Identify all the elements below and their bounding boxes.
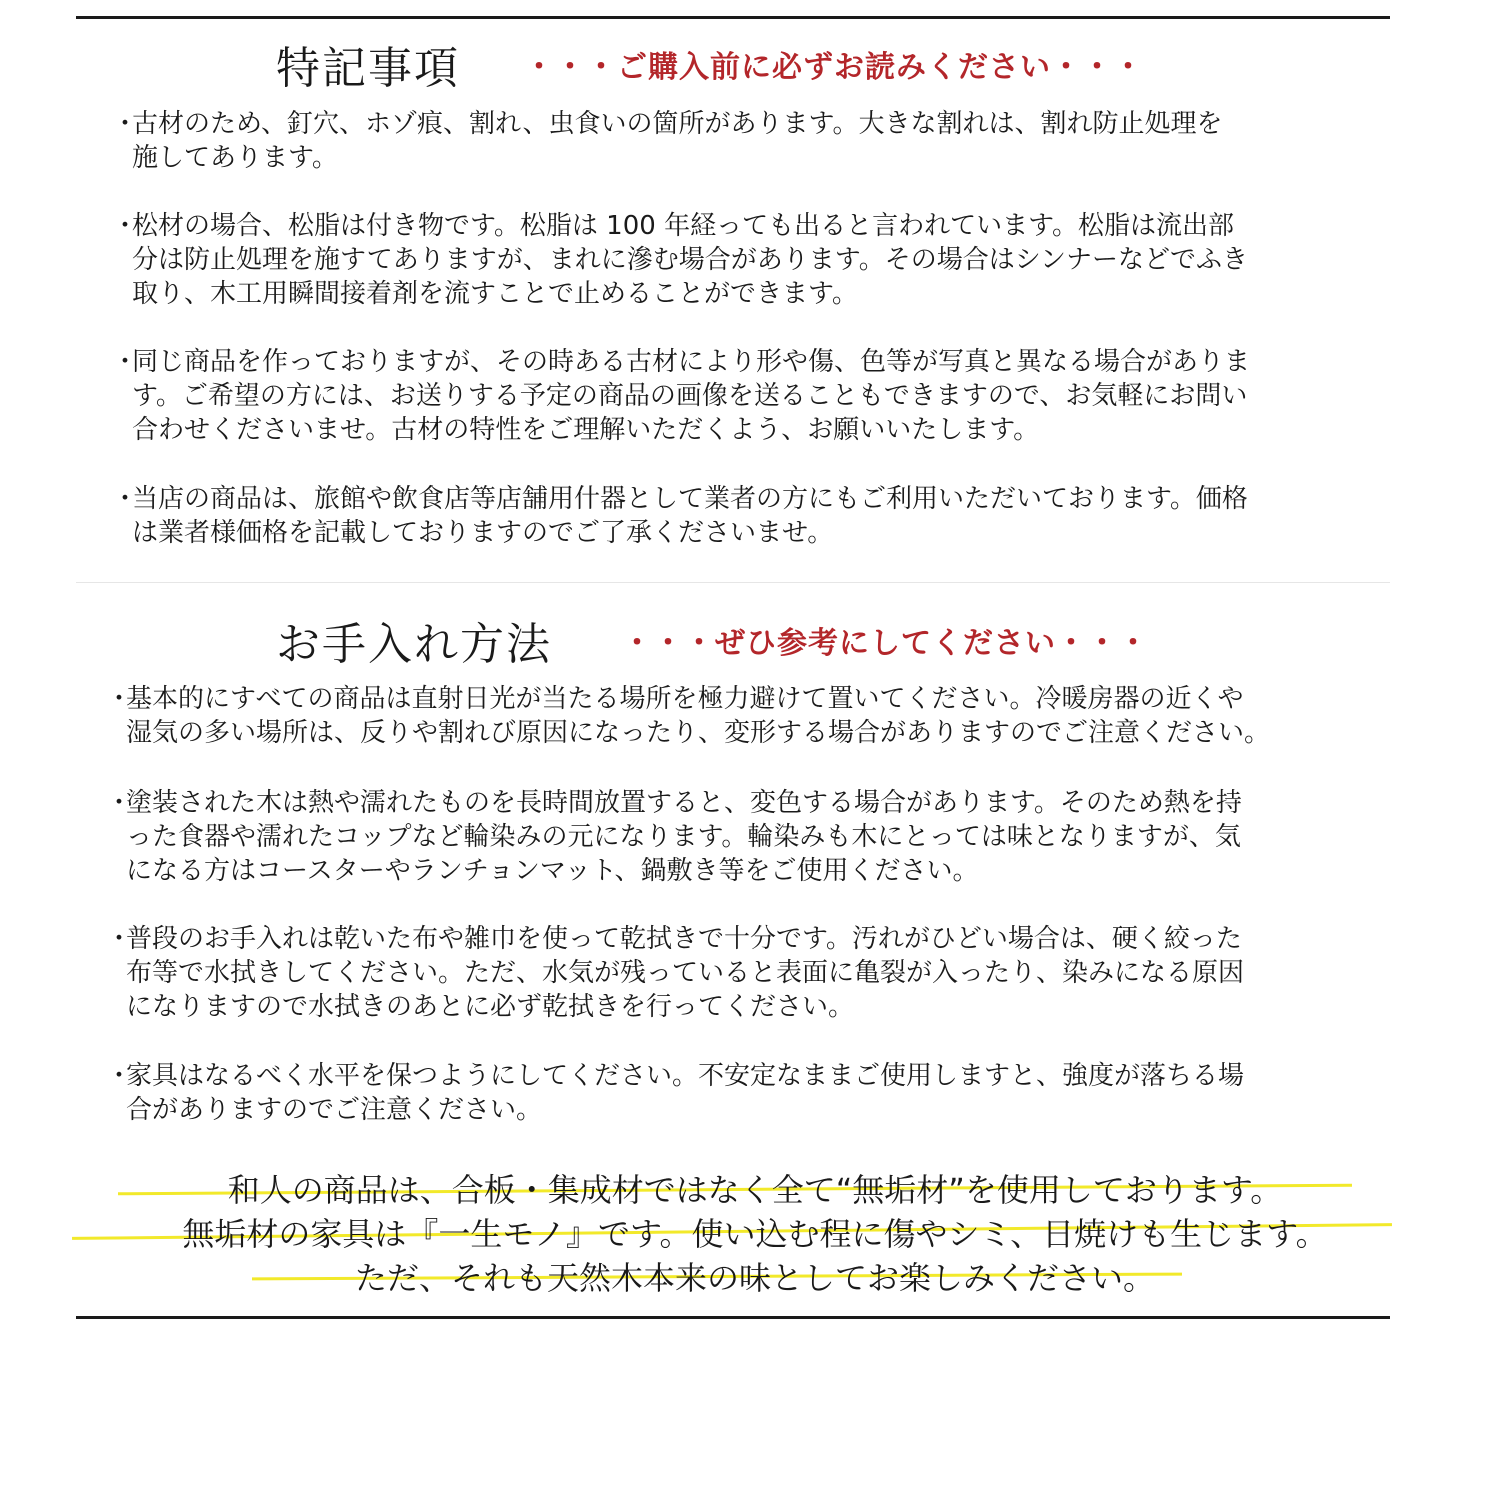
notes-section-title: 特記事項 bbox=[276, 43, 460, 94]
care-item-4-line-1: 家具はなるべく水平を保つようにしてください。不安定なままご使用しますと、強度が落ちる場 bbox=[126, 1061, 1245, 1091]
care-section-subtitle: ・・・ぜひ参考にしてください・・・ bbox=[622, 626, 1149, 661]
notes-item-2-line-1: 松材の場合、松脂は付き物です。松脂は 100 年経っても出ると言われています。松脂は流出部 bbox=[132, 211, 1234, 241]
care-item-4-line-2: 合がありますのでご注意ください。 bbox=[126, 1095, 543, 1125]
notes-item-3-line-2: す。ご希望の方には、お送りする予定の商品の画像を送ることもできますので、お気軽にお問い bbox=[132, 381, 1248, 411]
bullet-mark: ・ bbox=[112, 211, 139, 241]
notes-item-3-line-3: 合わせくださいませ。古材の特性をご理解いただくよう、お願いいたします。 bbox=[132, 415, 1040, 445]
care-item-1-line-1: 基本的にすべての商品は直射日光が当たる場所を極力避けて置いてください。冷暖房器の近くや bbox=[126, 684, 1244, 714]
bullet-mark: ・ bbox=[106, 1061, 133, 1091]
section-divider bbox=[76, 582, 1390, 583]
care-section-title: お手入れ方法 bbox=[276, 619, 552, 670]
care-item-2-line-2: った食器や濡れたコップなど輪染みの元になります。輪染みも木にとっては味となりますが、気 bbox=[126, 822, 1241, 852]
notes-item-4 bbox=[112, 482, 1248, 550]
care-item-2-line-3: になる方はコースターやランチョンマット、鍋敷き等をご使用ください。 bbox=[126, 856, 979, 886]
closing-line-3: ただ、それも天然木本来の味としてお楽しみください。 bbox=[354, 1259, 1155, 1297]
notes-item-1-line-2: 施してあります。 bbox=[132, 143, 338, 173]
notes-item-1 bbox=[112, 107, 1223, 175]
care-item-3-line-2: 布等で水拭きしてください。ただ、水気が残っていると表面に亀裂が入ったり、染みになる原因 bbox=[126, 958, 1245, 988]
closing-line-1: 和人の商品は、合板・集成材ではなく全て“無垢材”を使用しております。 bbox=[227, 1171, 1283, 1209]
care-item-3-line-1: 普段のお手入れは乾いた布や雑巾を使って乾拭きで十分です。汚れがひどい場合は、硬く絞った bbox=[126, 924, 1242, 954]
bullet-mark: ・ bbox=[112, 347, 139, 377]
notes-item-2-line-3: 取り、木工用瞬間接着剤を流すことで止めることができます。 bbox=[132, 279, 858, 309]
bottom-rule bbox=[76, 1316, 1390, 1319]
care-item-3 bbox=[106, 922, 1245, 1024]
bullet-mark: ・ bbox=[112, 484, 139, 514]
notes-section-subtitle: ・・・ご購入前に必ずお読みください・・・ bbox=[524, 50, 1144, 85]
notes-item-2 bbox=[112, 209, 1249, 311]
bullet-mark: ・ bbox=[106, 684, 133, 714]
notes-item-4-line-1: 当店の商品は、旅館や飲食店等店舗用什器として業者の方にもご利用いただいております。価格 bbox=[132, 484, 1248, 514]
care-item-2 bbox=[106, 786, 1242, 888]
notes-item-4-line-2: は業者様価格を記載しておりますのでご了承くださいませ。 bbox=[132, 518, 834, 548]
care-item-1 bbox=[106, 682, 1271, 750]
bullet-mark: ・ bbox=[112, 109, 139, 139]
care-item-1-line-2: 湿気の多い場所は、反りや割れび原因になったり、変形する場合がありますのでご注意ください。 bbox=[126, 718, 1271, 748]
care-item-4 bbox=[106, 1059, 1245, 1127]
notes-item-3 bbox=[112, 345, 1251, 447]
bullet-mark: ・ bbox=[106, 788, 133, 818]
closing-line-2: 無垢材の家具は『一生モノ』です。使い込む程に傷やシミ、日焼けも生じます。 bbox=[182, 1215, 1328, 1253]
care-item-3-line-3: になりますので水拭きのあとに必ず乾拭きを行ってください。 bbox=[126, 992, 855, 1022]
notes-item-1-line-1: 古材のため、釘穴、ホゾ痕、割れ、虫食いの箇所があります。大きな割れは、割れ防止処理を bbox=[132, 109, 1223, 139]
notes-item-3-line-1: 同じ商品を作っておりますが、その時ある古材により形や傷、色等が写真と異なる場合がありま bbox=[132, 347, 1251, 377]
bullet-mark: ・ bbox=[106, 924, 133, 954]
notes-item-2-line-2: 分は防止処理を施すてありますが、まれに滲む場合があります。その場合はシンナーなどでふき bbox=[132, 245, 1249, 275]
care-item-2-line-1: 塗装された木は熱や濡れたものを長時間放置すると、変色する場合があります。そのため熱を持 bbox=[126, 788, 1242, 818]
top-rule bbox=[76, 16, 1390, 19]
